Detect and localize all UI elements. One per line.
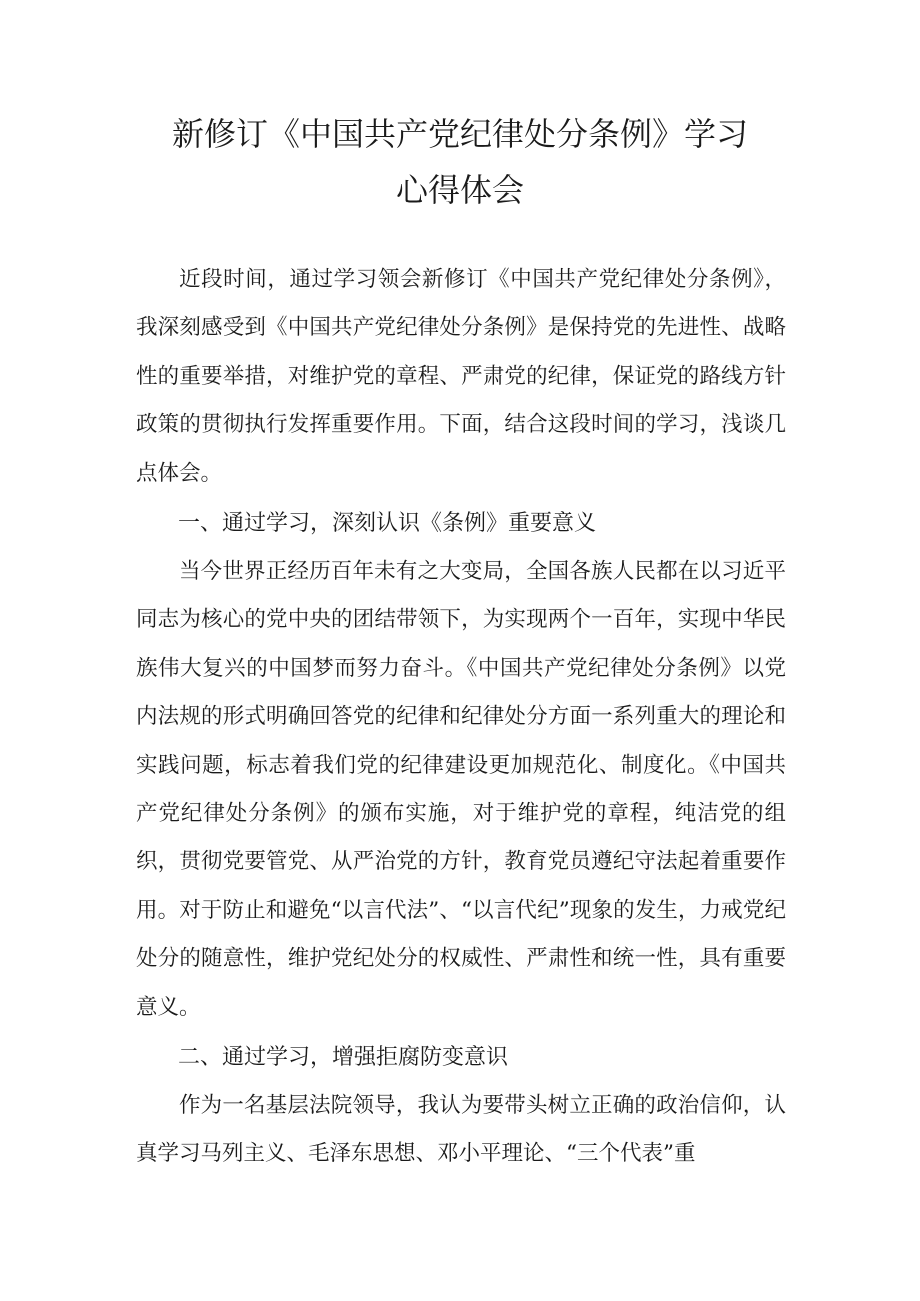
section-1-heading: 一、通过学习，深刻认识《条例》重要意义 [178,511,597,536]
intro-paragraph: 近段时间，通过学习领会新修订《中国共产党纪律处分条例》，我深刻感受到《中国共产党纪律处分条例》是保持党的先进性、战略性的重要举措，对维护党的章程、严肃党的纪律，保证党的路线方针政策的贯彻执行发挥重要作用。下面，结合这段时间的学习，浅谈几点体会。 [136,267,786,486]
document-title-line-2: 心得体会 [395,171,524,209]
document-title-line-1: 新修订《中国共产党纪律处分条例》学习 [171,115,748,153]
section-2-paragraph: 作为一名基层法院领导，我认为要带头树立正确的政治信仰，认真学习马列主义、毛泽东思想、邓小平理论、“三个代表”重 [136,1093,786,1167]
section-2-heading: 二、通过学习，增强拒腐防变意识 [178,1045,509,1070]
section-1-paragraph: 当今世界正经历百年未有之大变局，全国各族人民都在以习近平同志为核心的党中央的团结带领下，为实现两个一百年，实现中华民族伟大复兴的中国梦而努力奋斗。《中国共产党纪律处分条例》以党内法规的形式明确回答党的纪律和纪律处分方面一系列重大的理论和实践问题，标志着我们党的纪律建设更加规范化、制度化。《中国共产党纪律处分条例》的颁布实施，对于维护党的章程，纯洁党的组织，贯彻党要管党、从严治党的方针，教育党员遵纪守法起着重要作用。对于防止和避免“以言代法”、“以言代纪”现象的发生，力戒党纪处分的随意性，维护党纪处分的权威性、严肃性和统一性，具有重要意义。 [136,559,786,1020]
